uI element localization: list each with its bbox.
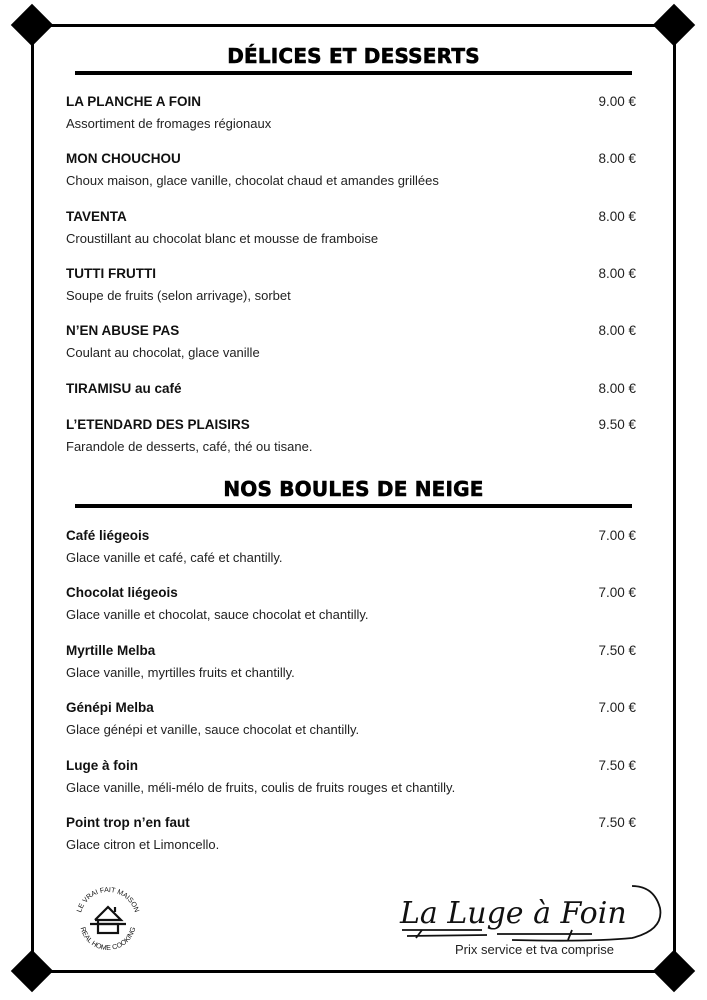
menu-item — [66, 151, 636, 188]
item-price: 9.00 € — [598, 94, 636, 109]
menu-item — [66, 643, 636, 680]
menu-item — [66, 323, 636, 360]
item-description: Croustillant au chocolat blanc et mousse de framboise — [66, 231, 379, 246]
item-description: Glace vanille, méli-mélo de fruits, coulis de fruits rouges et chantilly. — [66, 780, 456, 795]
item-price: 8.00 € — [598, 151, 636, 166]
badge-top-text: LE VRAI FAIT MAISON — [76, 886, 140, 914]
item-description: Choux maison, glace vanille, chocolat chaud et amandes grillées — [66, 173, 439, 188]
section-title-desserts: DÉLICES ET DESSERTS — [227, 44, 480, 68]
item-price: 7.00 € — [598, 585, 636, 600]
menu-item — [66, 381, 636, 396]
item-price: 7.50 € — [598, 643, 636, 658]
item-price: 8.00 € — [598, 209, 636, 224]
item-name: Point trop n’en faut — [66, 815, 190, 830]
item-name: N’EN ABUSE PAS — [66, 323, 180, 338]
menu-item — [66, 94, 636, 131]
item-price: 7.00 € — [598, 528, 636, 543]
item-name: L’ETENDARD DES PLAISIRS — [66, 417, 250, 432]
svg-text:LE VRAI FAIT MAISON — [76, 887, 140, 913]
section-divider — [75, 71, 632, 75]
item-name: MON CHOUCHOU — [66, 151, 181, 166]
corner-diamond-icon — [653, 4, 695, 46]
fait-maison-badge — [68, 880, 148, 960]
section-divider — [75, 504, 632, 508]
item-description: Glace vanille et café, café et chantilly. — [66, 550, 283, 565]
item-description: Glace vanille et chocolat, sauce chocolat et chantilly. — [66, 607, 369, 622]
item-description: Coulant au chocolat, glace vanille — [66, 345, 260, 360]
frame-top-line — [32, 24, 674, 27]
brand-name: La Luge à Foin — [400, 896, 627, 931]
menu-item — [66, 758, 636, 795]
item-price: 9.50 € — [598, 417, 636, 432]
frame-bottom-line — [32, 970, 674, 973]
item-price: 8.00 € — [598, 266, 636, 281]
menu-item — [66, 266, 636, 303]
item-description: Glace vanille, myrtilles fruits et chantilly. — [66, 665, 295, 680]
menu-item — [66, 209, 636, 246]
item-name: Génépi Melba — [66, 700, 154, 715]
item-name: Myrtille Melba — [66, 643, 156, 658]
item-name: TUTTI FRUTTI — [66, 266, 156, 281]
brand-tagline: Prix service et tva comprise — [455, 942, 614, 957]
menu-item — [66, 700, 636, 737]
badge-bottom-text: REAL HOME COOKING — [78, 926, 138, 953]
item-name: Chocolat liégeois — [66, 585, 178, 600]
item-price: 7.50 € — [598, 815, 636, 830]
item-description: Glace citron et Limoncello. — [66, 837, 220, 852]
menu-item — [66, 585, 636, 622]
item-price: 7.50 € — [598, 758, 636, 773]
item-description: Farandole de desserts, café, thé ou tisane. — [66, 439, 313, 454]
svg-text:REAL HOME COOKING — [79, 926, 138, 952]
corner-diamond-icon — [11, 4, 53, 46]
item-name: LA PLANCHE A FOIN — [66, 94, 201, 109]
corner-diamond-icon — [11, 950, 53, 992]
item-name: TAVENTA — [66, 209, 127, 224]
menu-item — [66, 417, 636, 454]
house-icon — [90, 907, 126, 933]
item-price: 8.00 € — [598, 381, 636, 396]
item-name: TIRAMISU au café — [66, 381, 182, 396]
section-title-boules-de-neige: NOS BOULES DE NEIGE — [223, 477, 484, 501]
item-price: 7.00 € — [598, 700, 636, 715]
item-price: 8.00 € — [598, 323, 636, 338]
menu-item — [66, 528, 636, 565]
item-description: Soupe de fruits (selon arrivage), sorbet — [66, 288, 291, 303]
item-description: Assortiment de fromages régionaux — [66, 116, 272, 131]
item-name: Luge à foin — [66, 758, 138, 773]
item-description: Glace génépi et vanille, sauce chocolat et chantilly. — [66, 722, 360, 737]
menu-item — [66, 815, 636, 852]
item-name: Café liégeois — [66, 528, 150, 543]
